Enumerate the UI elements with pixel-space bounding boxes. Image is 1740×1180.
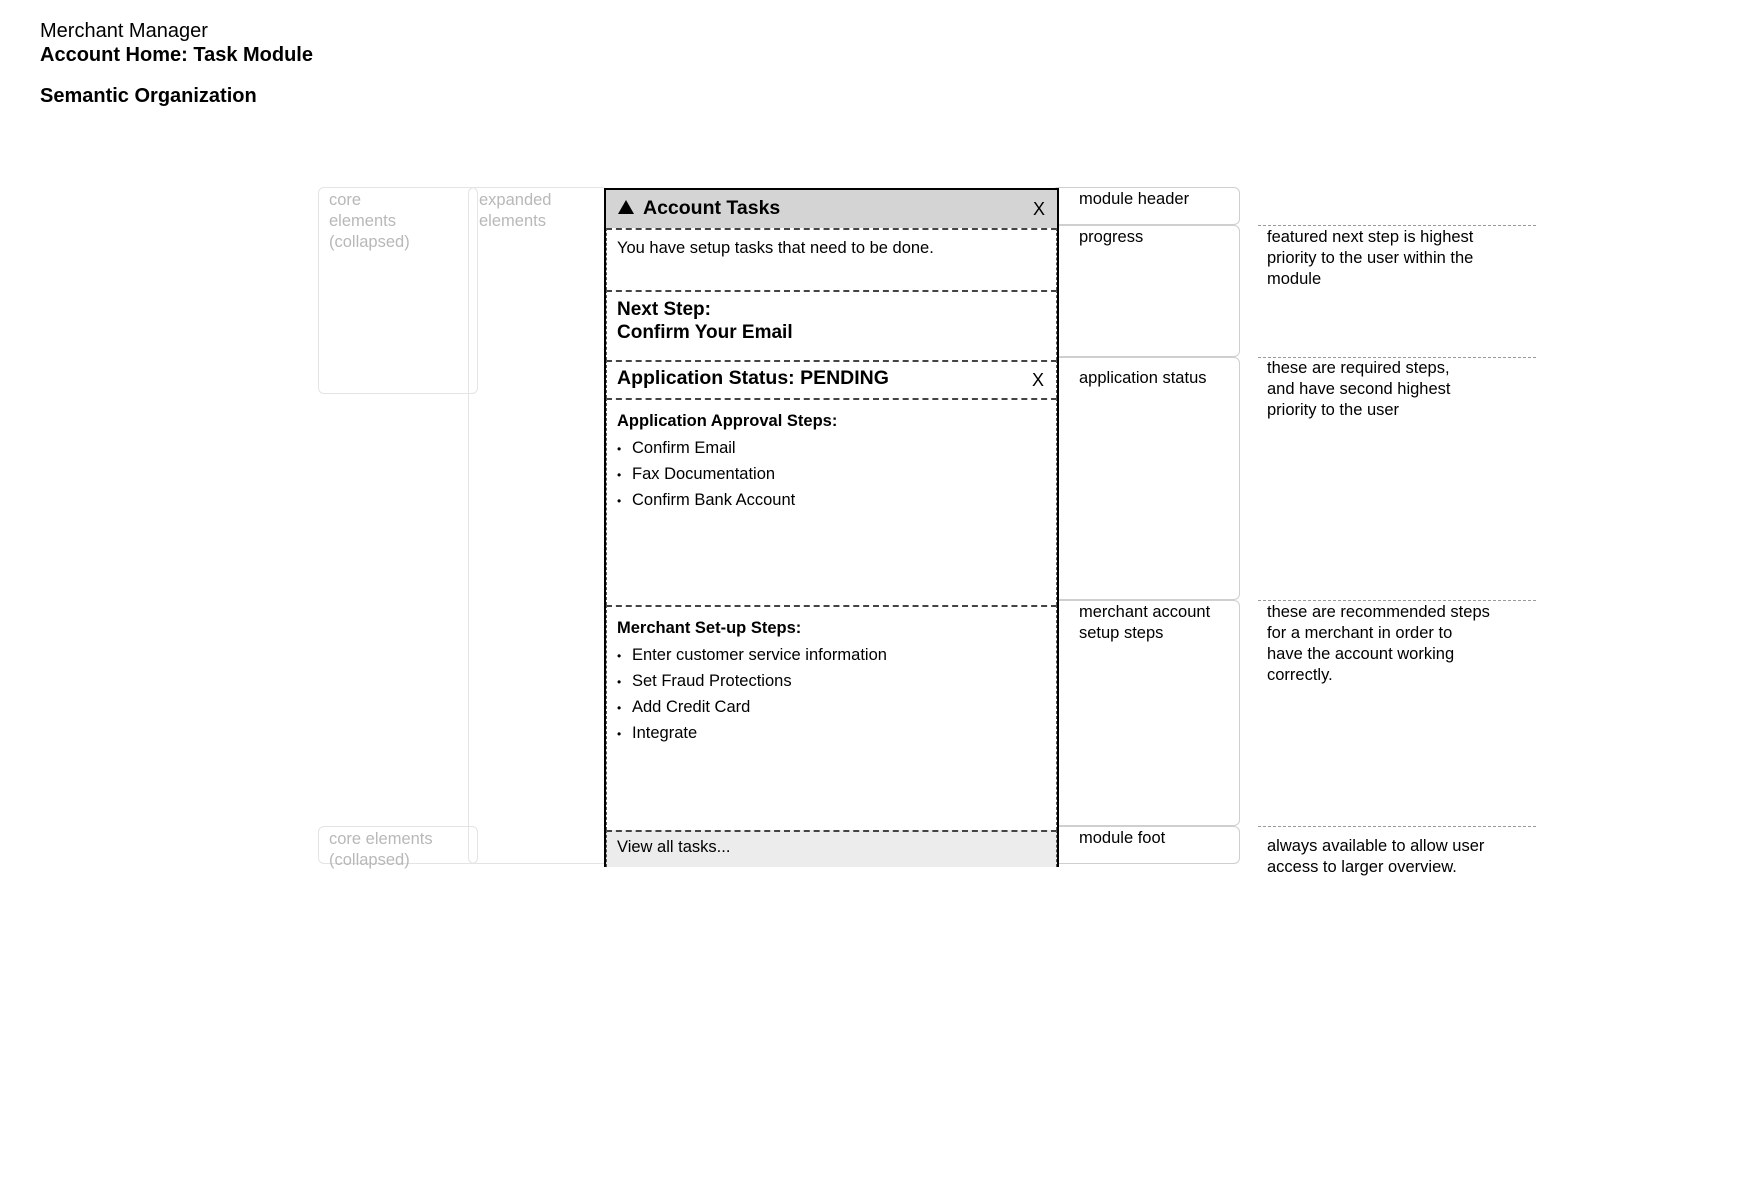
anno-label-module-header: module header	[1079, 190, 1190, 208]
list-item[interactable]	[617, 721, 887, 747]
guide-core-top-label: core elements (collapsed)	[329, 191, 410, 251]
bullet-icon: •	[617, 442, 622, 456]
application-status-section[interactable]	[606, 360, 1057, 398]
list-item[interactable]	[617, 669, 887, 695]
module-header-title-wrap	[618, 197, 780, 220]
view-all-tasks-link[interactable]: View all tasks...	[617, 838, 731, 856]
anno-label-application-status: application status	[1079, 369, 1207, 387]
list-item[interactable]	[617, 695, 887, 721]
guide-core-bottom-label: core elements (collapsed)	[329, 830, 433, 869]
bullet-icon: •	[617, 701, 622, 715]
triangle-up-icon[interactable]	[618, 200, 634, 214]
next-step-text[interactable]	[617, 298, 793, 344]
anno-label-progress: progress	[1079, 228, 1144, 246]
list-item[interactable]	[617, 436, 795, 462]
approval-step-label[interactable]: Confirm Bank Account	[632, 491, 796, 509]
list-item[interactable]	[617, 488, 795, 514]
approval-step-label[interactable]: Fax Documentation	[632, 465, 776, 483]
list-item[interactable]	[617, 462, 795, 488]
note-featured: featured next step is highest priority to the user within the module	[1267, 228, 1474, 288]
setup-step-label[interactable]: Integrate	[632, 724, 698, 742]
page-subtitle: Semantic Organization	[40, 85, 257, 107]
task-module	[604, 188, 1059, 867]
bullet-icon: •	[617, 494, 622, 508]
next-step-label: Next Step:	[617, 299, 711, 320]
next-step-name[interactable]: Confirm Your Email	[617, 322, 793, 343]
bullet-icon: •	[617, 649, 622, 663]
guide-expanded	[468, 187, 608, 864]
module-title: Account Tasks	[643, 197, 781, 219]
app-name: Merchant Manager	[40, 20, 208, 42]
module-close-button[interactable]: X	[1032, 199, 1045, 219]
bullet-icon: •	[617, 675, 622, 689]
merchant-setup-section	[606, 605, 1057, 830]
module-foot	[606, 830, 1057, 867]
application-status-text: Application Status: PENDING	[617, 367, 889, 389]
approval-steps-section	[606, 398, 1057, 605]
bullet-icon: •	[617, 727, 622, 741]
note-recommended: these are recommended steps for a merchant in order to have the account working correctly.	[1267, 603, 1490, 684]
note-separator	[1258, 826, 1536, 827]
note-separator	[1258, 225, 1536, 226]
approval-steps-title: Application Approval Steps:	[617, 412, 838, 430]
anno-box-application-status	[1052, 357, 1240, 600]
note-always: always available to allow user access to larger overview.	[1267, 837, 1485, 876]
setup-step-label[interactable]: Set Fraud Protections	[632, 672, 792, 690]
approval-steps-list	[617, 436, 795, 514]
progress-section	[606, 228, 1057, 290]
setup-step-label[interactable]: Enter customer service information	[632, 646, 887, 664]
setup-steps-title: Merchant Set-up Steps:	[617, 619, 802, 637]
note-required: these are required steps, and have second highest priority to the user	[1267, 359, 1451, 419]
anno-label-module-foot: module foot	[1079, 829, 1166, 847]
anno-label-merchant-setup: merchant account setup steps	[1079, 603, 1211, 642]
module-header[interactable]	[606, 190, 1057, 228]
setup-step-label[interactable]: Add Credit Card	[632, 698, 751, 716]
status-close-button[interactable]: X	[1031, 370, 1044, 390]
list-item[interactable]	[617, 643, 887, 669]
bullet-icon: •	[617, 468, 622, 482]
approval-step-label[interactable]: Confirm Email	[632, 439, 736, 457]
page-title: Account Home: Task Module	[40, 44, 313, 66]
setup-steps-list	[617, 643, 887, 747]
next-step-section[interactable]	[606, 290, 1057, 360]
guide-expanded-label: expanded elements	[479, 191, 552, 230]
progress-text: You have setup tasks that need to be done.	[617, 239, 934, 257]
note-separator	[1258, 600, 1536, 601]
